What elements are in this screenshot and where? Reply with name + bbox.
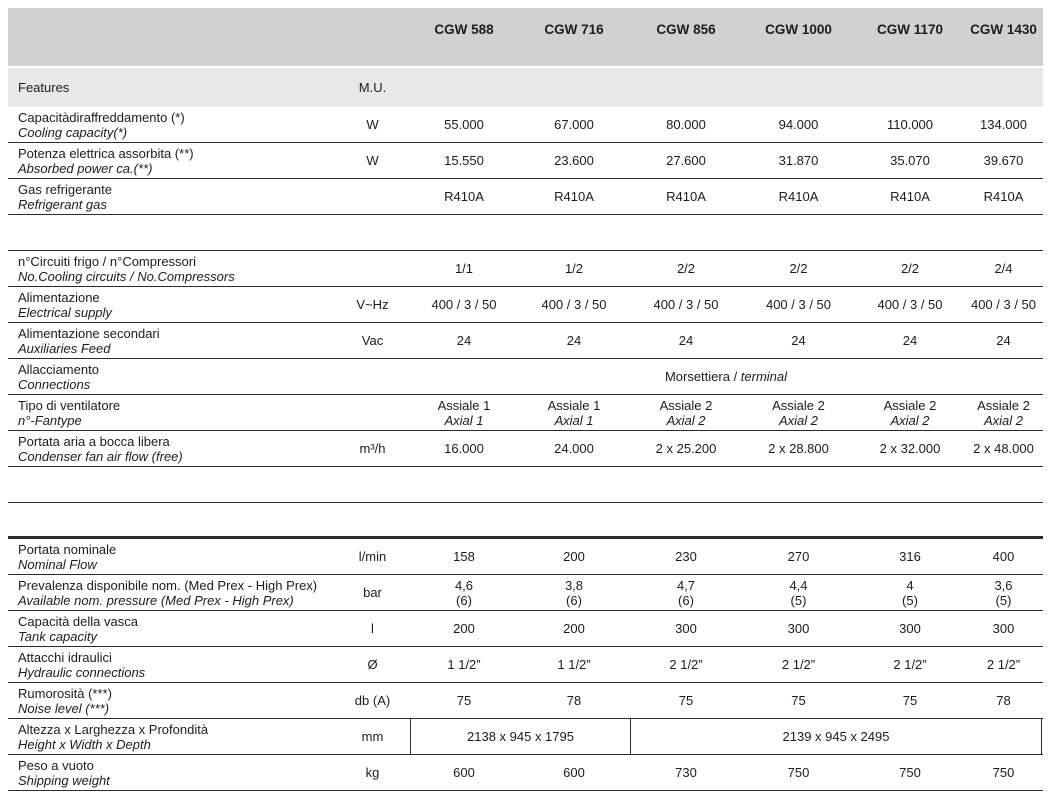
spec-row	[8, 251, 1043, 287]
label-english: No.Cooling circuits / No.Compressors	[18, 268, 235, 284]
label-english: Condenser fan air flow (free)	[18, 448, 183, 464]
value-line-1: Assiale 2	[772, 397, 825, 413]
model-column-header: CGW 1430	[970, 22, 1037, 37]
label-italian: Portata nominale	[18, 541, 117, 557]
cell-value: 316	[899, 549, 921, 564]
cell-value: 158	[453, 549, 475, 564]
spec-row	[8, 611, 1043, 647]
label-english: Cooling capacity(*)	[18, 124, 128, 140]
cell-value: 230	[675, 549, 697, 564]
value-line-1: Assiale 1	[437, 397, 491, 413]
cell-value: 2/2	[676, 261, 696, 276]
row-label	[8, 359, 335, 394]
row-unit	[335, 395, 410, 430]
cell-value: 750	[899, 765, 921, 780]
model-column-header: CGW 856	[656, 22, 716, 37]
cell-value: 750	[992, 765, 1015, 780]
spec-row	[8, 323, 1043, 359]
cell-value-spanned: 2138 x 945 x 1795	[410, 719, 630, 754]
spec-row	[8, 683, 1043, 719]
cell-value: 110.000	[886, 117, 934, 132]
cell-value	[742, 575, 855, 610]
cell-value: 400 / 3 / 50	[765, 297, 832, 312]
value-line-2: (6)	[566, 592, 582, 608]
label-english: Absorbed power ca.(**)	[18, 160, 153, 176]
cell-value	[630, 395, 742, 430]
cell-value: 39.670	[983, 153, 1024, 168]
features-header: Features	[18, 80, 70, 95]
label-italian: Prevalenza disponibile nom. (Med Prex - High Prex)	[18, 577, 318, 593]
row-unit: l/min	[358, 549, 387, 564]
row-label	[8, 323, 335, 358]
span-value-regular: Morsettiera /	[664, 369, 741, 384]
value-line-1: 4,7	[676, 577, 696, 593]
cell-value: 300	[899, 621, 921, 636]
cell-value: 75	[456, 693, 472, 708]
label-italian: Peso a vuoto	[18, 757, 94, 773]
cell-value	[630, 575, 742, 610]
row-unit: kg	[365, 765, 380, 780]
cell-value: 2/4	[994, 261, 1013, 276]
cell-value: 200	[563, 621, 585, 636]
row-unit	[335, 251, 410, 286]
row-label	[8, 755, 335, 790]
label-italian: Altezza x Larghezza x Profondità	[18, 721, 209, 737]
label-english: Electrical supply	[18, 304, 112, 320]
label-italian: Allacciamento	[18, 361, 99, 377]
cell-value	[965, 395, 1042, 430]
cell-value: R410A	[666, 189, 706, 204]
label-english: Tank capacity	[18, 628, 98, 644]
spec-row	[8, 179, 1043, 215]
cell-value: 1 1/2”	[557, 657, 591, 672]
cell-value: 67.000	[554, 117, 594, 132]
label-italian: Capacitàdiraffreddamento (*)	[18, 109, 185, 125]
cell-value: 78	[566, 693, 582, 708]
label-italian: Attacchi idraulici	[18, 649, 112, 665]
spec-row	[8, 431, 1043, 467]
cell-value: 200	[453, 621, 475, 636]
label-english: Hydraulic connections	[18, 664, 146, 680]
model-column-header: CGW 1000	[765, 22, 832, 37]
cell-value: 2/2	[900, 261, 920, 276]
spec-row	[8, 647, 1043, 683]
row-unit: W	[366, 153, 379, 168]
cell-value: 300	[675, 621, 697, 636]
label-english: n°-Fantype	[18, 412, 82, 428]
cell-value: 1/1	[454, 261, 474, 276]
row-label	[8, 539, 335, 574]
label-english: Available nom. pressure (Med Prex - High Prex)	[18, 592, 294, 608]
label-english: Nominal Flow	[18, 556, 97, 572]
spec-row	[8, 755, 1043, 791]
value-line-1: Assiale 2	[659, 397, 713, 413]
cell-value: 600	[563, 765, 585, 780]
cell-value	[410, 395, 518, 430]
cell-value: 400 / 3 / 50	[970, 297, 1037, 312]
value-line-2: (6)	[678, 592, 694, 608]
label-italian: Rumorosità (***)	[18, 685, 112, 701]
cell-value: 730	[675, 765, 697, 780]
spec-row	[8, 143, 1043, 179]
cell-value: 400 / 3 / 50	[431, 297, 497, 312]
cell-value: 35.070	[890, 153, 930, 168]
label-italian: Tipo di ventilatore	[18, 397, 121, 413]
cell-value: 75	[791, 693, 806, 708]
cell-value: 400 / 3 / 50	[877, 297, 943, 312]
row-label	[8, 575, 335, 610]
row-label	[8, 719, 335, 754]
cell-value: 15.550	[444, 153, 484, 168]
cell-value: R410A	[554, 189, 594, 204]
row-label	[8, 107, 335, 142]
cell-value: 55.000	[444, 117, 484, 132]
cell-value: 2 x 25.200	[655, 441, 717, 456]
cell-value: 600	[453, 765, 475, 780]
cell-value: R410A	[983, 189, 1024, 204]
spacer-row	[8, 215, 1043, 251]
value-line-2: Axial 2	[666, 412, 706, 428]
row-unit: V~Hz	[356, 297, 389, 312]
row-unit: l	[371, 621, 374, 636]
cell-value: R410A	[890, 189, 930, 204]
cell-value: 1 1/2”	[447, 657, 481, 672]
label-english: Noise level (***)	[18, 700, 110, 716]
label-italian: Gas refrigerante	[18, 181, 112, 197]
cell-value: 2 1/2”	[986, 657, 1021, 672]
row-unit: mm	[361, 729, 384, 744]
value-line-1: Assiale 2	[977, 397, 1030, 413]
label-italian: n°Circuiti frigo / n°Compressori	[18, 253, 197, 269]
cell-value: 31.870	[778, 153, 819, 168]
header-mu-spacer	[335, 8, 410, 66]
value-line-1: 4	[906, 577, 914, 593]
cell-value	[855, 395, 965, 430]
features-header-row	[8, 68, 1043, 107]
row-label	[8, 179, 335, 214]
models-header-row	[8, 8, 1043, 66]
value-line-1: 4,6	[454, 577, 474, 593]
cell-value: 2 x 28.800	[768, 441, 829, 456]
value-line-1: Assiale 2	[883, 397, 937, 413]
spec-row	[8, 287, 1043, 323]
cell-value	[518, 575, 630, 610]
cell-value: 16.000	[444, 441, 484, 456]
cell-value: 78	[996, 693, 1011, 708]
value-line-2: Axial 2	[778, 412, 819, 428]
cell-value: 75	[902, 693, 918, 708]
label-english: Height x Width x Depth	[18, 736, 151, 752]
spacer-row	[8, 503, 1043, 539]
row-unit: m³/h	[359, 441, 386, 456]
row-label	[8, 683, 335, 718]
spec-row	[8, 395, 1043, 431]
cell-value: 134.000	[980, 117, 1027, 132]
cell-value	[965, 575, 1042, 610]
row-unit	[335, 359, 410, 394]
cell-value-spanned: 2139 x 945 x 2495	[630, 719, 1042, 754]
value-line-1: 4,4	[789, 577, 808, 593]
value-line-2: Axial 1	[444, 412, 484, 428]
cell-value: 2 1/2”	[781, 657, 816, 672]
label-italian: Portata aria a bocca libera	[18, 433, 170, 449]
cell-value: 270	[787, 549, 810, 564]
label-english: Auxiliaries Feed	[18, 340, 111, 356]
value-line-2: (6)	[456, 592, 472, 608]
cell-value: 300	[787, 621, 810, 636]
cell-value: 24	[902, 333, 918, 348]
spec-row	[8, 719, 1043, 755]
spec-row	[8, 107, 1043, 143]
cell-value: 24	[678, 333, 694, 348]
label-italian: Alimentazione secondari	[18, 325, 160, 341]
cell-value: 200	[563, 549, 585, 564]
row-label	[8, 431, 335, 466]
label-italian: Alimentazione	[18, 289, 100, 305]
value-line-2: Axial 2	[983, 412, 1024, 428]
cell-value: 750	[787, 765, 810, 780]
cell-value: 2 x 32.000	[879, 441, 941, 456]
row-label	[8, 251, 335, 286]
value-line-1: 3,8	[564, 577, 584, 593]
cell-value: 2/2	[789, 261, 808, 276]
value-line-1: 3,6	[994, 577, 1013, 593]
cell-value	[410, 575, 518, 610]
cell-value: 24	[566, 333, 582, 348]
model-column-header: CGW 588	[434, 22, 494, 37]
label-italian: Capacità della vasca	[18, 613, 138, 629]
row-label	[8, 143, 335, 178]
label-italian: Potenza elettrica assorbita (**)	[18, 145, 194, 161]
value-line-2: (5)	[790, 592, 807, 608]
value-line-2: Axial 2	[890, 412, 930, 428]
model-column-header: CGW 716	[544, 22, 604, 37]
row-label	[8, 395, 335, 430]
spec-row	[8, 359, 1043, 395]
cell-value: 1/2	[564, 261, 584, 276]
cell-value: 80.000	[666, 117, 706, 132]
row-unit: W	[366, 117, 379, 132]
label-english: Connections	[18, 376, 91, 392]
value-line-2: Axial 1	[554, 412, 594, 428]
cell-value: R410A	[444, 189, 484, 204]
label-english: Shipping weight	[18, 772, 110, 788]
span-value	[665, 369, 787, 384]
row-label	[8, 647, 335, 682]
cell-value: 94.000	[778, 117, 819, 132]
value-line-2: (5)	[995, 592, 1012, 608]
cell-value: 27.600	[666, 153, 706, 168]
row-label	[8, 611, 335, 646]
cell-value: 400 / 3 / 50	[541, 297, 607, 312]
table-body	[8, 107, 1043, 791]
cell-value: 24	[996, 333, 1011, 348]
value-line-1: Assiale 1	[547, 397, 601, 413]
span-value-italic: terminal	[740, 369, 788, 384]
cell-value: 75	[678, 693, 694, 708]
header-label-spacer	[8, 8, 335, 66]
cell-value: 23.600	[554, 153, 594, 168]
row-unit: Vac	[361, 333, 384, 348]
label-english: Refrigerant gas	[18, 196, 107, 212]
cell-value	[855, 575, 965, 610]
spacer-row	[8, 467, 1043, 503]
row-unit: db (A)	[354, 693, 391, 708]
row-unit: Ø	[367, 657, 378, 672]
row-label	[8, 287, 335, 322]
spec-row	[8, 575, 1043, 611]
cell-value: 400 / 3 / 50	[653, 297, 719, 312]
cell-value: R410A	[778, 189, 819, 204]
cell-value: 400	[992, 549, 1015, 564]
cell-value: 2 x 48.000	[973, 441, 1034, 456]
cell-value: 24	[791, 333, 806, 348]
value-line-2: (5)	[902, 592, 918, 608]
cell-value-spanned	[410, 359, 1042, 394]
mu-header: M.U.	[358, 80, 387, 95]
cell-value: 24	[456, 333, 472, 348]
cell-value	[742, 395, 855, 430]
cell-value: 2 1/2”	[669, 657, 703, 672]
cell-value: 300	[992, 621, 1015, 636]
spec-row	[8, 539, 1043, 575]
cell-value: 2 1/2”	[893, 657, 927, 672]
row-unit	[335, 179, 410, 214]
row-unit: bar	[363, 585, 382, 600]
model-column-header: CGW 1170	[876, 22, 944, 37]
cell-value: 24.000	[554, 441, 594, 456]
cell-value	[518, 395, 630, 430]
